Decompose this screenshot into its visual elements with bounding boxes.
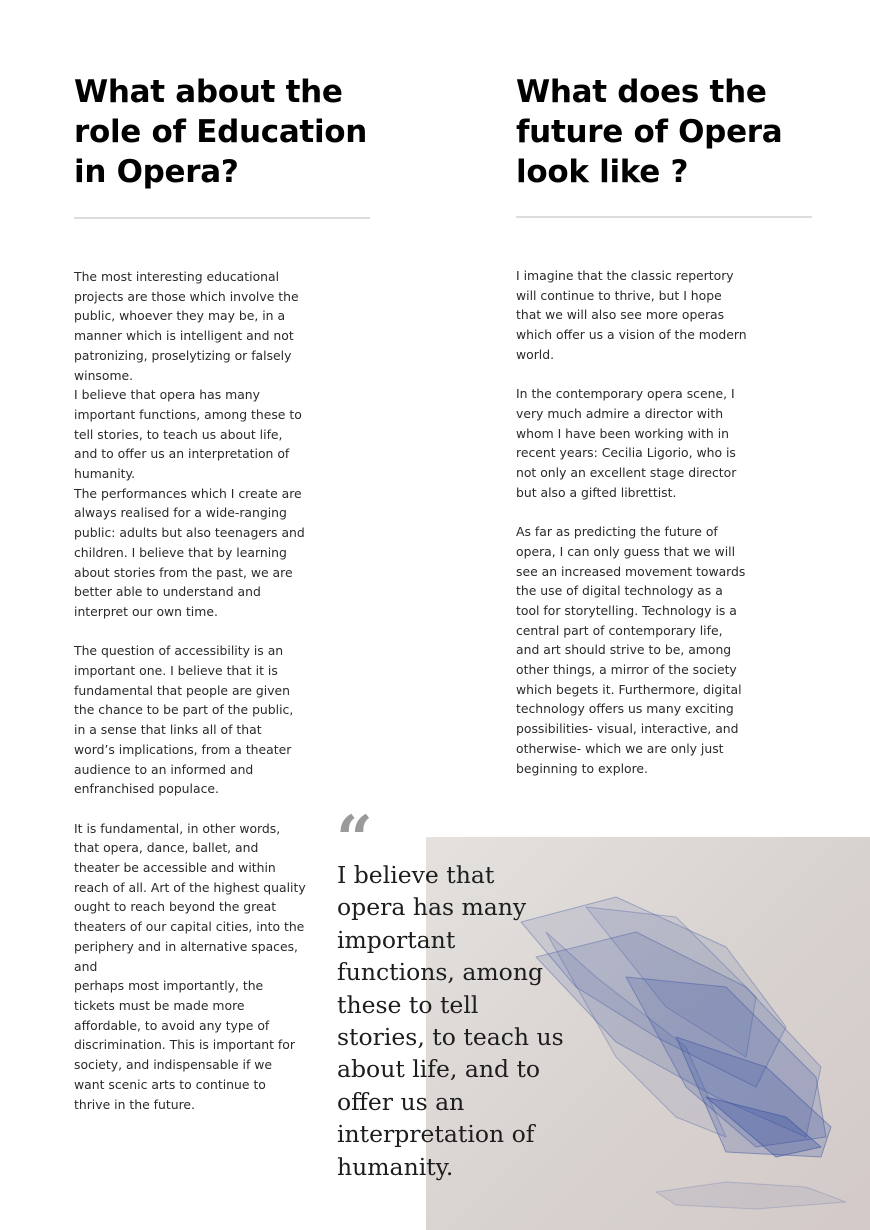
paragraph: The question of accessibility is an important one. I believe that it is fundamental that people are given the chance to be part of the public, in a sense that links all of that word’s implications, from a theater audience to an informed and enfranchised populace.: [74, 643, 294, 797]
paragraph: In the contemporary opera scene, I very much admire a director with whom I have been working with in recent years: Cecilia Ligorio, who is not only an excellent stage director but also a gifted librettist.: [516, 386, 737, 500]
paragraph: The most interesting educational projects are those which involve the public, whoever they may be, in a manner which is intelligent and not patronizing, proselytizing or falsely winsome.: [74, 269, 299, 383]
paragraph: perhaps most importantly, the tickets must be made more affordable, to avoid any type of discrimination. This is important for society, and indispensable if we want scenic arts to continue to thrive in the future.: [74, 978, 295, 1112]
paragraph: As far as predicting the future of opera, I can only guess that we will see an increased movement towards the use of digital technology as a tool for storytelling. Technology is a central part of contemporary life, and art should strive to be, among other things, a mirror of the society which begets it. Furthermore, digital technology offers us many exciting possibilities- visual, interactive, and otherwise- which we are only just beginning to explore.: [516, 524, 746, 776]
section-heading-future: What does the future of Opera look like ?: [516, 74, 783, 190]
divider: [74, 217, 370, 219]
education-text-column: [74, 267, 306, 1114]
pull-quote: I believe that opera has many important functions, among these to tell stories, to teach us about life, and to offer us an interpretation of humanity.: [337, 861, 564, 1181]
quote-mark-icon: “: [336, 802, 373, 877]
paragraph: It is fundamental, in other words, that opera, dance, ballet, and theater be accessible and within reach of all. Art of the highest quality ought to reach beyond the great theaters of our capital cities, into the periphery and in alternative spaces, and: [74, 820, 306, 974]
paragraph: I believe that opera has many important functions, among these to tell stories, to teach us about life, and to offer us an interpretation of humanity.: [74, 387, 302, 482]
future-text-column: [516, 266, 748, 778]
section-heading-education: What about the role of Education in Opera?: [74, 74, 368, 190]
divider: [516, 216, 812, 218]
paragraph: The performances which I create are always realised for a wide-ranging public: adults but also teenagers and children. I believe that by learning about stories from the past, we are better able to understand and interpret our own time.: [74, 485, 305, 619]
paragraph: I imagine that the classic repertory will continue to thrive, but I hope that we will also see more operas which offer us a vision of the modern world.: [516, 268, 747, 362]
